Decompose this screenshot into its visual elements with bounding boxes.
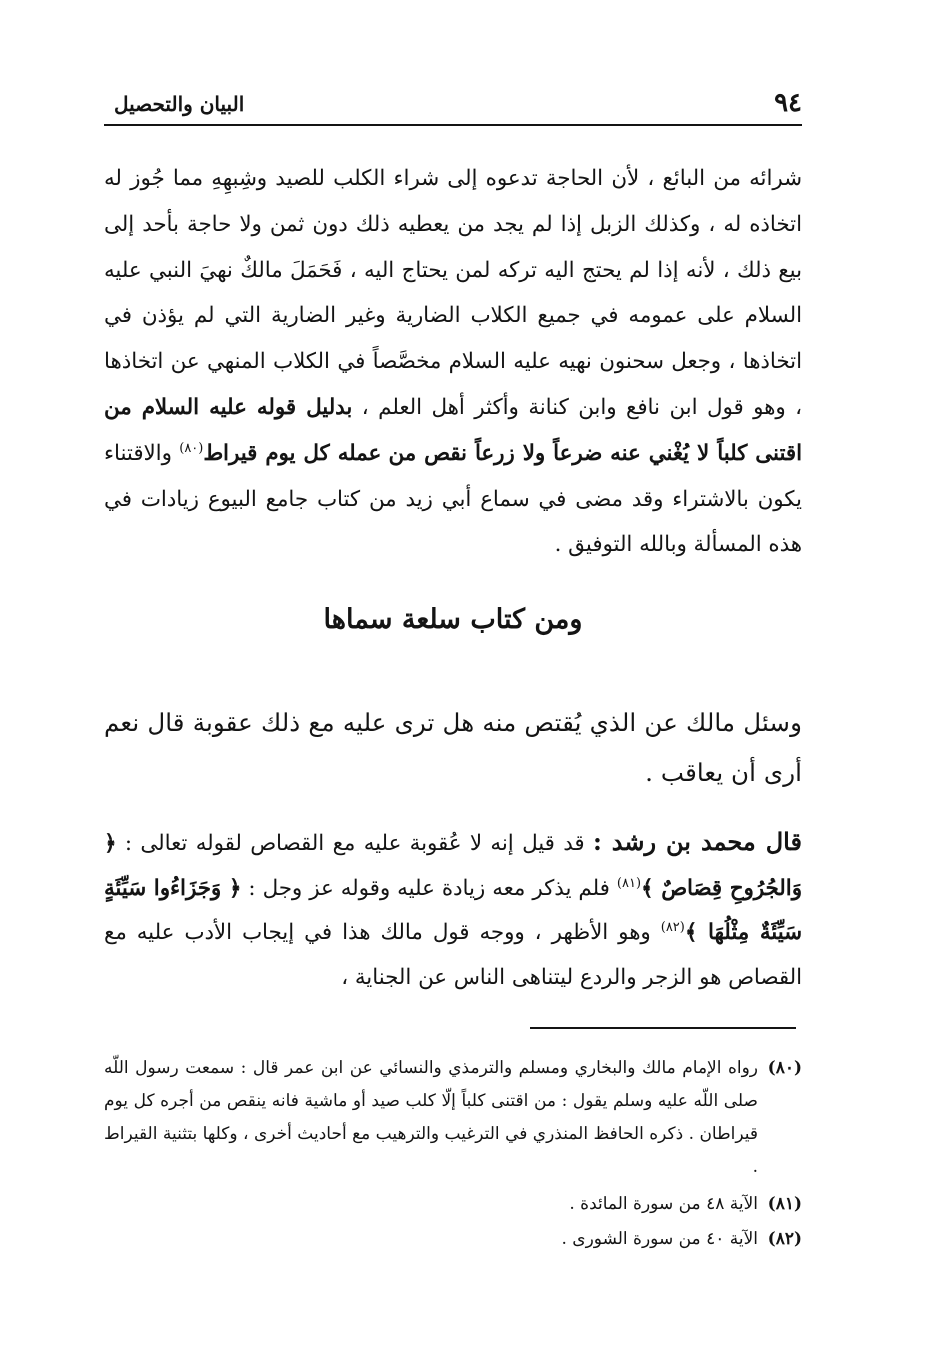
text-line: فلم يذكر معه زيادة عليه وقوله عز وجل : <box>248 875 617 901</box>
hadith-text-end: عمله كل يوم قيراط <box>203 440 382 466</box>
footnote-81 <box>104 1188 802 1221</box>
text-line: بأحد إلى بيع ذلك ، لأنه إذا لم يحتج اليه تركه لمن يحتاج اليه ، فَحَمَلَ مالكٌ <box>104 211 802 283</box>
footnotes <box>104 1052 802 1256</box>
question-paragraph <box>104 698 802 798</box>
footnote-number: (٨١) <box>767 1194 802 1214</box>
question-line: وسئل مالك عن الذي يُقتص منه هل ترى عليه مع ذلك عقوبة <box>192 708 802 737</box>
footnote-separator <box>530 1027 796 1029</box>
commentator-name: قال محمد بن رشد : <box>592 827 802 856</box>
paragraph-commentary-dogs <box>104 156 802 568</box>
footnote-number: (٨٢) <box>767 1229 802 1249</box>
footnote-ref-80: (٨٠) <box>179 440 204 456</box>
text-line: التي لم يؤذن في اتخاذها ، وجعل سحنون نهيه عليه السلام مخصَّصاً في <box>104 303 802 375</box>
text-line: له اتخاذه له ، وكذلك الزبل إذا لم يجد من يعطيه ذلك دون ثمن ولا حاجة <box>104 166 802 237</box>
footnote-ref-81: (٨١) <box>616 875 642 891</box>
text-line: نهيَ النبي عليه السلام على عمومه في جميع الكلاب الضارية وغير الضارية <box>104 257 802 329</box>
question-line: قال نعم أرى أن يعاقب . <box>104 708 802 787</box>
running-title: البيان والتحصيل <box>114 92 245 116</box>
quran-verse: ﴿ وَجَزَاءُوا سَيِّئَةٍ سَيِّئَةٌ مِثْلُهَا ﴾ <box>104 875 802 946</box>
hadith-text: بدليل قوله عليه السلام من اقتنى كلباً لا يُغْني عنه ضرعاً ولا زرعاً نقص من <box>104 394 802 466</box>
footnote-82 <box>104 1223 802 1256</box>
footnote-text: الآية ٤٨ من سورة المائدة . <box>569 1194 758 1214</box>
footnote-80 <box>104 1052 802 1184</box>
header-rule <box>104 124 802 126</box>
page-header <box>104 86 802 126</box>
text-line: قد قيل إنه لا عُقوبة عليه مع القصاص لقوله <box>195 831 593 856</box>
text-line: من كتاب جامع البيوع زيادات في هذه المسألة وبالله التوفيق . <box>104 486 802 558</box>
footnote-text: رواه الإمام مالك والبخاري ومسلم والترمذي والنسائي عن ابن عمر قال : سمعت رسول اللّه صلى اللّه عليه وسلم يقول : من اقتنى كلباً إلّا كلب صيد أو ماشية فانه ينقص من أجره كل يوم قيراطان . ذكره الحافظ المنذري في الترغيب والترهيب مع أحاديث أخرى ، وكلها بتثنية القيراط . <box>104 1058 758 1177</box>
text-line: تعالى : <box>116 831 188 856</box>
text-line: وهو الأظهر ، ووجه قول مالك هذا في <box>304 920 661 946</box>
footnote-number: (٨٠) <box>767 1058 802 1078</box>
footnote-text: الآية ٤٠ من سورة الشورى . <box>561 1229 758 1249</box>
page-number: ٩٤ <box>774 88 802 118</box>
commentary-paragraph <box>104 820 802 1000</box>
text-line: الكلاب المنهي عن اتخاذها ، وهو قول ابن نافع وابن كنانة وأكثر أهل العلم ، <box>104 349 803 420</box>
text-line: إيجاب الأدب عليه مع القصاص هو الزجر والردع ليتناهى الناس عن الجناية ، <box>104 920 802 990</box>
section-heading: ومن كتاب سلعة سماها <box>323 604 583 635</box>
text-line: شرائه من البائع ، لأن الحاجة تدعوه إلى شراء الكلب للصيد وشِبهِهِ مما جُوز <box>130 166 802 191</box>
quran-verse: ﴿ وَالجُرُوحِ قِصَاصٌ ﴾ <box>104 831 802 901</box>
text-line: والاقتناء يكون بالاشتراء وقد مضى في سماع أبي زيد <box>104 440 802 512</box>
footnote-ref-82: (٨٢) <box>660 920 685 936</box>
